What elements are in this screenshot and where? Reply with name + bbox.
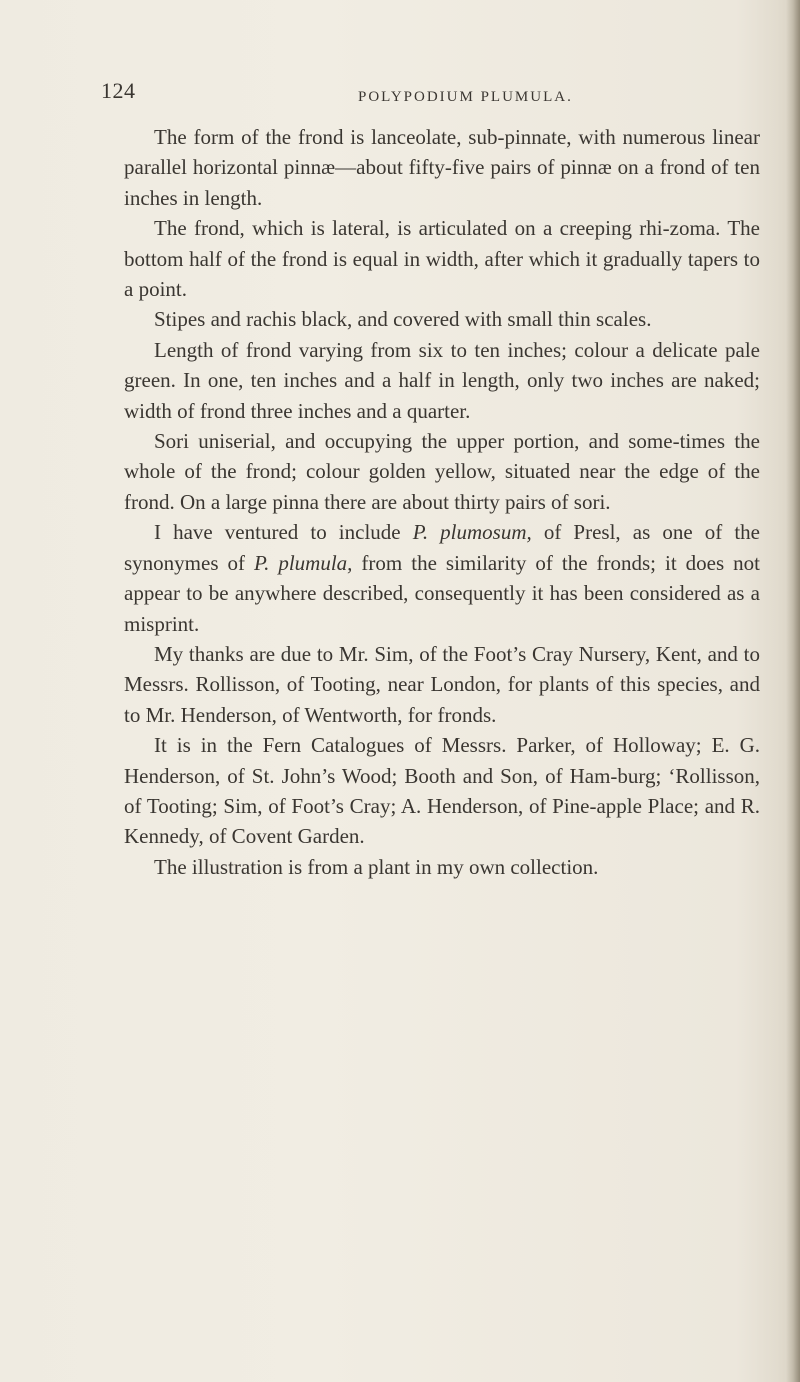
paragraph-frond-length: Length of frond varying from six to ten inches; colour a delicate pale green. In one, ten inches and a half in length, only two inches are naked; width of frond three inches and a quarter. (124, 337, 760, 423)
running-head: POLYPODIUM PLUMULA. (358, 89, 573, 105)
paragraph-synonyms (124, 517, 760, 639)
species-name-plumosum: P. plumosum, (412, 520, 532, 545)
synonym-text-1: I have ventured to include (154, 520, 413, 545)
synonym-text-3: from the similarity of the fronds; it does not appear to be anywhere described, consequently it has been considered as a misprint. (124, 550, 760, 636)
page-header (0, 78, 800, 118)
paragraph-thanks: My thanks are due to Mr. Sim, of the Foot’s Cray Nursery, Kent, and to Messrs. Rollisson, of Tooting, near London, for plants of this species, and to Mr. Henderson, of Wentworth, for fronds. (124, 641, 760, 727)
paragraph-frond-lateral: The frond, which is lateral, is articulated on a creeping rhi-zoma. The bottom half of the frond is equal in width, after which it gradually tapers to a point. (124, 216, 760, 302)
paragraph-catalogues: It is in the Fern Catalogues of Messrs. Parker, of Holloway; E. G. Henderson, of St. John’s Wood; Booth and Son, of Ham-burg; ‘Rollisson, of Tooting; Sim, of Foot’s Cray; A. Henderson, of Pine-apple Place; and R. Kennedy, of Covent Garden. (124, 733, 760, 849)
synonym-text-2: of Presl, as one of the synonymes of (124, 520, 761, 575)
paragraph-frond-form: The form of the frond is lanceolate, sub-pinnate, with numerous linear parallel horizontal pinnæ—about fifty-five pairs of pinnæ on a frond of ten inches in length. (124, 125, 760, 210)
page-number: 124 (101, 78, 136, 103)
paragraph-illustration: The illustration is from a plant in my own collection. (154, 854, 599, 879)
paragraph-stipes: Stipes and rachis black, and covered with small thin scales. (154, 307, 652, 332)
species-name-plumula: P. plumula, (253, 550, 353, 575)
body-text (124, 122, 760, 882)
paragraph-sori: Sori uniserial, and occupying the upper portion, and some-times the whole of the frond; colour golden yellow, situated near the edge of the frond. On a large pinna there are about thirty pairs of sori. (124, 429, 760, 514)
page-binding-edge (786, 0, 800, 1382)
